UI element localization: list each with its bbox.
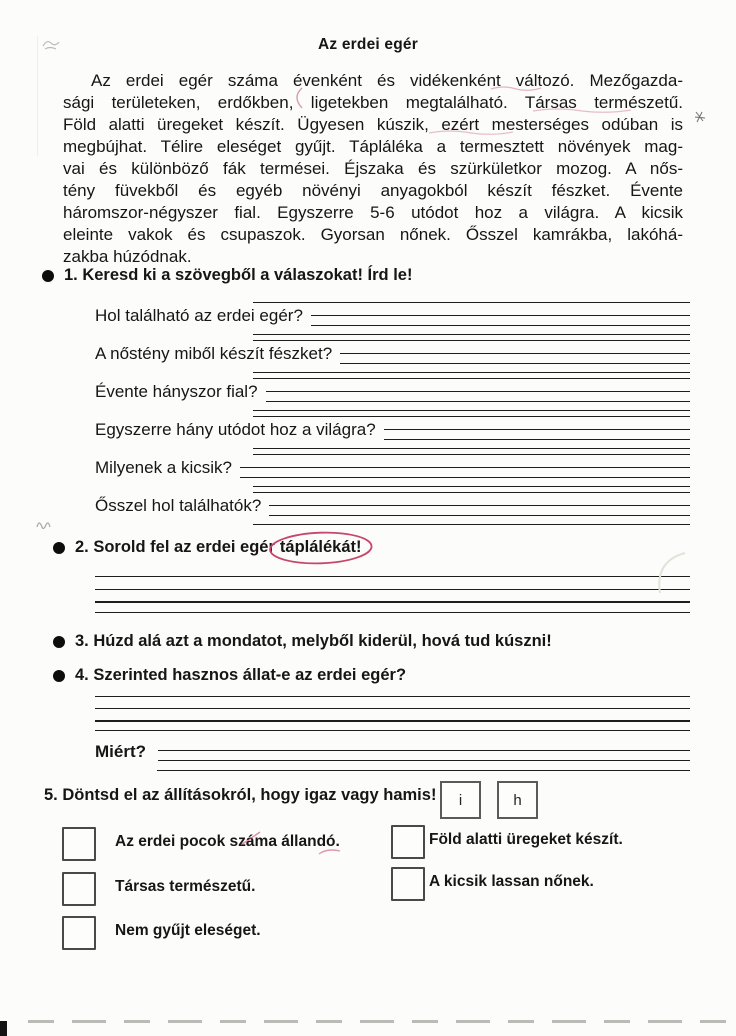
bullet-dot-icon [53, 670, 65, 682]
why-label: Miért? [95, 742, 146, 761]
statement-label: Nem gyűjt eleséget. [115, 922, 261, 939]
task1-questions [95, 302, 690, 530]
bullet-dot-icon [53, 636, 65, 648]
answer-rule[interactable] [253, 340, 690, 341]
answer-rule[interactable] [95, 708, 690, 709]
question-row [95, 456, 690, 480]
task2-heading [53, 538, 362, 557]
question-label: Milyenek a kicsik? [95, 458, 232, 477]
answer-rule[interactable] [95, 612, 690, 613]
passage-line: Föld alatti üregeket készít. Ügyesen kúszik, ezért mesterséges odúban is [63, 115, 683, 134]
answer-rule[interactable] [253, 486, 690, 487]
passage-line: sági területeken, erdőkben, ligetekben megtalálható. Társas természetű. [63, 93, 683, 112]
task4-answer-lines[interactable] [95, 696, 690, 734]
passage-line: tény füvekből és egyéb növényi anyagokból készít fészket. Évente [63, 181, 683, 200]
hamis-label: h [513, 791, 522, 809]
statement-label: Társas természetű. [115, 878, 256, 895]
question-row [95, 304, 690, 328]
statement-label: Föld alatti üregeket készít. [429, 831, 623, 848]
answer-line[interactable] [269, 505, 690, 516]
checkbox-statement-5[interactable] [62, 916, 96, 950]
question-label: Hol található az erdei egér? [95, 306, 303, 325]
scan-page-edge [37, 36, 38, 156]
scan-corner-mark [0, 1021, 7, 1036]
red-circle-annotation [268, 529, 373, 567]
answer-rule[interactable] [253, 454, 690, 455]
hamis-box[interactable] [497, 781, 538, 819]
statement-label: Az erdei pocok száma állandó. [115, 833, 340, 850]
question-label: Ősszel hol találhatók? [95, 496, 262, 515]
question-block [95, 492, 690, 530]
passage-line: háromszor-négyszer fial. Egyszerre 5-6 utódot hoz a világra. A kicsik [63, 203, 683, 222]
answer-rule[interactable] [157, 770, 690, 771]
question-row [95, 494, 690, 518]
passage-line: eleinte vakok és csupaszok. Gyorsan nőnek. Ősszel kamrákba, lakóhá- [63, 225, 683, 244]
answer-line[interactable] [384, 429, 690, 440]
answer-rule[interactable] [253, 448, 690, 449]
why-question [95, 740, 690, 772]
igaz-box[interactable] [440, 781, 481, 819]
answer-rule[interactable] [253, 410, 690, 411]
bullet-dot-icon [53, 542, 65, 554]
answer-rule[interactable] [95, 601, 690, 603]
task3-heading-text: 3. Húzd alá azt a mondatot, melyből kiderül, hová tud kúszni! [75, 632, 552, 650]
passage-line: Az erdei egér száma évenként és vidékenként változó. Mezőgazda- [91, 71, 683, 90]
question-row [95, 418, 690, 442]
answer-rule[interactable] [253, 378, 690, 379]
task5-heading: 5. Döntsd el az állításokról, hogy igaz vagy hamis! [44, 786, 437, 804]
statement-label: A kicsik lassan nőnek. [429, 873, 594, 890]
answer-rule[interactable] [95, 576, 690, 577]
answer-rule[interactable] [95, 720, 690, 722]
task1-heading-text: 1. Keresd ki a szövegből a válaszokat! Írd le! [64, 266, 413, 284]
task4-heading-text: 4. Szerinted hasznos állat-e az erdei egér? [75, 666, 407, 684]
question-label: Évente hányszor fial? [95, 382, 258, 401]
answer-rule[interactable] [95, 589, 690, 590]
task3-heading [53, 632, 552, 651]
worksheet-title: Az erdei egér [318, 36, 418, 53]
answer-rule[interactable] [253, 302, 690, 303]
answer-rule[interactable] [95, 730, 690, 731]
reading-passage [63, 70, 683, 268]
scan-pen-mark-right [694, 110, 706, 124]
task4-heading [53, 666, 406, 685]
passage-line: megbújhat. Télire eleséget gyűjt. Tápláléka a termesztett növények mag- [63, 137, 683, 156]
question-block [95, 454, 690, 492]
answer-rule[interactable] [253, 416, 690, 417]
question-label: A nőstény miből készít fészket? [95, 344, 333, 363]
answer-rule[interactable] [253, 372, 690, 373]
question-block [95, 340, 690, 378]
answer-line[interactable] [340, 353, 690, 364]
passage-line: vai és különböző fák termései. Éjszaka és szürkületkor mozog. A nős- [63, 159, 683, 178]
answer-rule[interactable] [253, 492, 690, 493]
task1-heading [42, 266, 412, 285]
answer-rule[interactable] [253, 524, 690, 525]
scan-bottom-edge [28, 1020, 736, 1023]
checkbox-statement-2[interactable] [391, 825, 425, 859]
igaz-label: i [458, 791, 463, 809]
answer-rule[interactable] [253, 334, 690, 335]
checkbox-statement-4[interactable] [391, 867, 425, 901]
question-block [95, 302, 690, 340]
question-row [95, 380, 690, 404]
answer-line[interactable] [240, 467, 690, 478]
question-block [95, 378, 690, 416]
answer-rule[interactable] [95, 696, 690, 697]
task2-answer-lines[interactable] [95, 576, 690, 616]
question-label: Egyszerre hány utódot hoz a világra? [95, 420, 376, 439]
question-row [95, 342, 690, 366]
circled-word: táplálékát! [280, 538, 362, 557]
answer-line[interactable] [266, 391, 690, 402]
scan-pencil-omega [36, 518, 52, 530]
checkbox-statement-1[interactable] [62, 827, 96, 861]
task2-heading-text: 2. Sorold fel az erdei egér [75, 538, 275, 556]
question-block [95, 416, 690, 454]
checkbox-statement-3[interactable] [62, 872, 96, 906]
bullet-dot-icon [42, 270, 54, 282]
why-row [95, 740, 690, 762]
passage-line: zakba húzódnak. [63, 247, 192, 266]
answer-line[interactable] [311, 315, 690, 326]
answer-line[interactable] [158, 750, 690, 761]
